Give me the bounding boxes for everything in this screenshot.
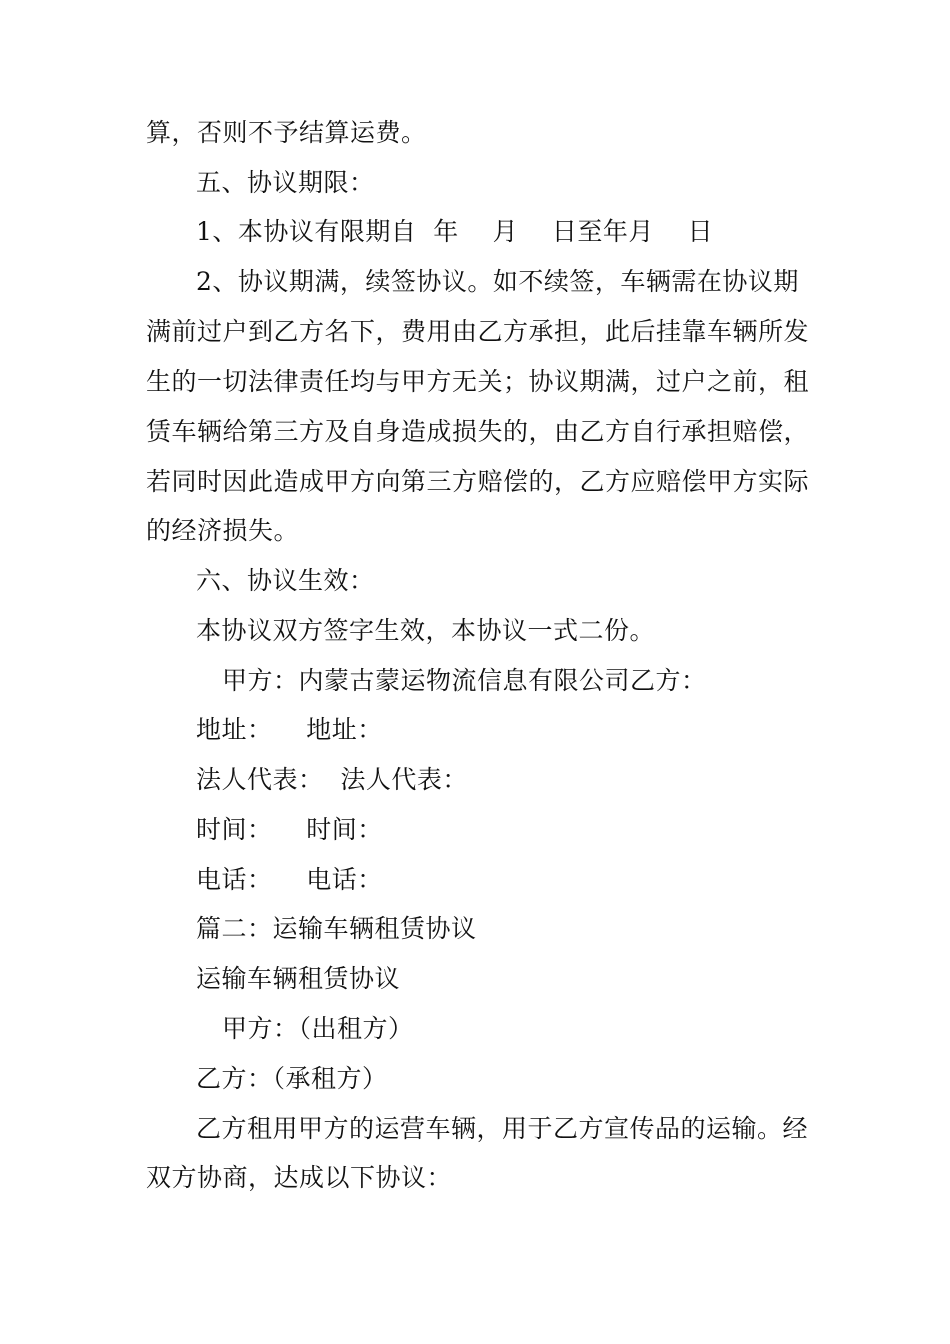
chapter-heading: 篇二：运输车辆租赁协议 (196, 914, 477, 943)
signature-date-line: 时间： 时间： (196, 815, 383, 844)
signature-representative-line: 法人代表： 法人代表： (196, 765, 468, 794)
paragraph-line: 算，否则不予结算运费。 (146, 118, 427, 147)
paragraph-line: 满前过户到乙方名下，费用由乙方承担，此后挂靠车辆所发 (146, 317, 810, 346)
section-heading: 六、协议生效： (196, 566, 375, 595)
signature-phone-line: 电话： 电话： (196, 865, 383, 894)
paragraph-line: 乙方租用甲方的运营车辆，用于乙方宣传品的运输。经 (196, 1114, 809, 1143)
paragraph-line: 的经济损失。 (146, 516, 300, 545)
party-b-line: 乙方：（承租方） (196, 1064, 388, 1093)
paragraph-line: 赁车辆给第三方及自身造成损失的，由乙方自行承担赔偿， (146, 417, 810, 446)
section-heading: 五、协议期限： (196, 168, 375, 197)
signature-party-line: 甲方：内蒙古蒙运物流信息有限公司乙方： (222, 666, 707, 695)
paragraph-line: 生的一切法律责任均与甲方无关；协议期满，过户之前，租 (146, 367, 810, 396)
paragraph-line: 若同时因此造成甲方向第三方赔偿的，乙方应赔偿甲方实际 (146, 467, 810, 496)
paragraph-line: 1、本协议有限期自 年 月 日至年月 日 (196, 217, 714, 246)
document-title: 运输车辆租赁协议 (196, 964, 401, 993)
party-a-line: 甲方：（出租方） (222, 1014, 414, 1043)
paragraph-line: 本协议双方签字生效，本协议一式二份。 (196, 616, 656, 645)
signature-address-line: 地址： 地址： (196, 715, 383, 744)
paragraph-line: 2、协议期满，续签协议。如不续签，车辆需在协议期 (196, 267, 799, 296)
paragraph-line: 双方协商，达成以下协议： (146, 1163, 453, 1192)
